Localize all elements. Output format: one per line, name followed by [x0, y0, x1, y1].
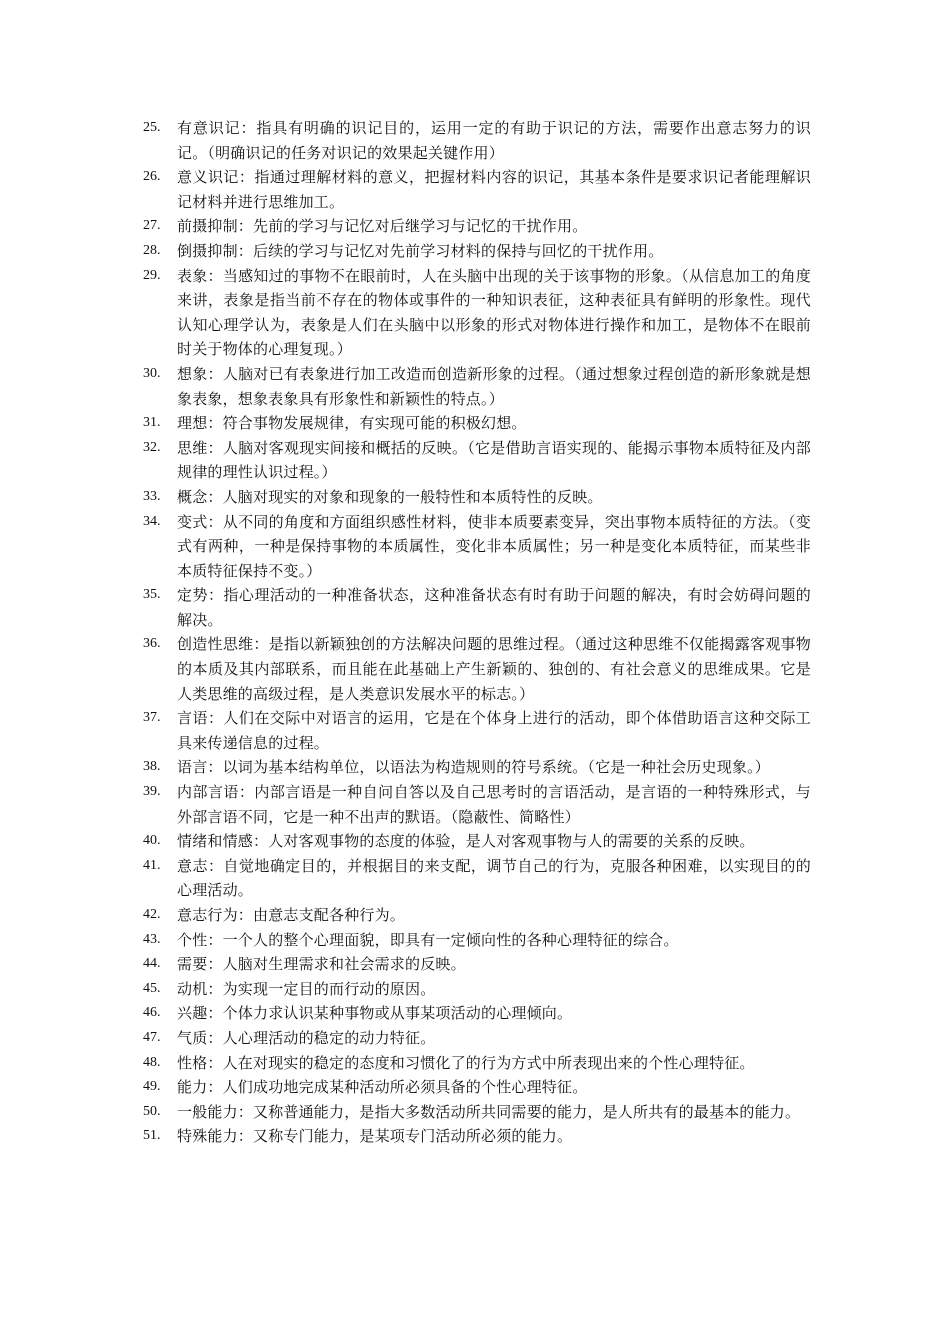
item-text: 特殊能力：又称专门能力，是某项专门活动所必须的能力。: [177, 1127, 573, 1146]
item-text: 语言：以词为基本结构单位，以语法为构造规则的符号系统。（它是一种社会历史现象。）: [177, 758, 771, 777]
list-item: [139, 436, 811, 485]
item-text: 思维：人脑对客观现实间接和概括的反映。（它是借助言语实现的、能揭示事物本质特征及内部规律的理性认识过程。）: [177, 438, 811, 482]
item-number: 39.: [143, 784, 161, 800]
list-item: [139, 411, 811, 436]
item-text: 创造性思维：是指以新颖独创的方法解决问题的思维过程。（通过这种思维不仅能揭露客观事物的本质及其内部联系，而且能在此基础上产生新颖的、独创的、有社会意义的思维成果。它是人类思维的高级过程，是人类意识发展水平的标志。）: [177, 635, 811, 703]
list-item: [139, 977, 811, 1002]
item-text: 意志：自觉地确定目的，并根据目的来支配，调节自己的行为，克服各种困难，以实现目的的心理活动。: [177, 856, 811, 900]
item-number: 36.: [143, 636, 161, 652]
item-text: 言语：人们在交际中对语言的运用，它是在个体身上进行的活动，即个体借助语言这种交际工具来传递信息的过程。: [177, 709, 811, 752]
item-number: 43.: [143, 931, 161, 947]
item-number: 30.: [143, 365, 161, 381]
item-text: 气质：人心理活动的稳定的动力特征。: [177, 1028, 436, 1047]
item-number: 41.: [143, 857, 161, 873]
item-text: 需要：人脑对生理需求和社会需求的反映。: [177, 955, 466, 974]
item-number: 25.: [143, 120, 161, 135]
list-item: [139, 510, 811, 584]
item-text: 一般能力：又称普通能力，是指大多数活动所共同需要的能力，是人所共有的最基本的能力。: [177, 1102, 801, 1121]
list-item: [139, 1100, 811, 1125]
list-item: [139, 583, 811, 632]
list-item: [139, 928, 811, 953]
item-number: 40.: [143, 833, 161, 849]
item-number: 37.: [143, 710, 161, 726]
list-item: [139, 903, 811, 928]
item-number: 50.: [143, 1103, 161, 1119]
list-item: [139, 1001, 811, 1026]
item-number: 46.: [143, 1005, 161, 1021]
list-item: [139, 362, 811, 411]
item-number: 48.: [143, 1054, 161, 1070]
list-item: [139, 1075, 811, 1100]
item-text: 兴趣：个体力求认识某种事物或从事某项活动的心理倾向。: [177, 1004, 573, 1023]
item-text: 个性：一个人的整个心理面貌，即具有一定倾向性的各种心理特征的综合。: [177, 930, 679, 949]
list-item: [139, 485, 811, 510]
item-text: 表象：当感知过的事物不在眼前时，人在头脑中出现的关于该事物的形象。（从信息加工的角度来讲，表象是指当前不存在的物体或事件的一种知识表征，这种表征具有鲜明的形象性。现代认知心理学认为，表象是人们在头脑中以形象的形式对物体进行操作和加工，是物体不在眼前时关于物体的心理复现。）: [177, 266, 811, 359]
item-text: 概念：人脑对现实的对象和现象的一般特性和本质特性的反映。: [177, 487, 603, 506]
list-item: [139, 755, 811, 780]
list-item: [139, 854, 811, 903]
item-text: 意志行为：由意志支配各种行为。: [177, 906, 406, 924]
item-text: 倒摄抑制：后续的学习与记忆对先前学习材料的保持与回忆的干扰作用。: [177, 241, 664, 260]
item-number: 28.: [143, 242, 161, 258]
item-number: 26.: [143, 169, 161, 185]
item-text: 内部言语：内部言语是一种自问自答以及自己思考时的言语活动，是言语的一种特殊形式，与外部言语不同，它是一种不出声的默语。（隐蔽性、简略性）: [177, 783, 811, 826]
definition-list: [139, 116, 811, 1149]
list-item: [139, 632, 811, 706]
item-text: 有意识记：指具有明确的识记目的，运用一定的有助于识记的方法，需要作出意志努力的识记。（明确识记的任务对识记的效果起关键作用）: [177, 119, 811, 162]
item-number: 47.: [143, 1029, 161, 1045]
item-text: 能力：人们成功地完成某种活动所必须具备的个性心理特征。: [177, 1078, 588, 1097]
item-number: 42.: [143, 907, 161, 922]
item-text: 变式：从不同的角度和方面组织感性材料，使非本质要素变异，突出事物本质特征的方法。（变式有两种，一种是保持事物的本质属性，变化非本质属性；另一种是变化本质特征，而某些非本质特征保持不变。）: [177, 512, 811, 580]
item-text: 理想：符合事物发展规律，有实现可能的积极幻想。: [177, 414, 527, 433]
item-number: 33.: [143, 488, 161, 504]
list-item: [139, 116, 811, 165]
item-number: 27.: [143, 218, 161, 234]
item-number: 35.: [143, 587, 161, 603]
list-item: [139, 239, 811, 264]
item-number: 34.: [143, 513, 161, 529]
item-text: 定势：指心理活动的一种准备状态，这种准备状态有时有助于问题的解决，有时会妨碍问题的解决。: [177, 586, 811, 629]
item-text: 想象：人脑对已有表象进行加工改造而创造新形象的过程。（通过想象过程创造的新形象就是想象表象，想象表象具有形象性和新颖性的特点。）: [177, 364, 811, 408]
item-number: 44.: [143, 956, 161, 972]
list-item: [139, 952, 811, 977]
item-text: 意义识记：指通过理解材料的意义，把握材料内容的识记，其基本条件是要求识记者能理解识记材料并进行思维加工。: [177, 168, 811, 211]
item-number: 32.: [143, 439, 161, 455]
list-item: [139, 264, 811, 362]
item-number: 49.: [143, 1079, 161, 1095]
list-item: [139, 1124, 811, 1149]
item-text: 情绪和情感：人对客观事物的态度的体验，是人对客观事物与人的需要的关系的反映。: [177, 832, 755, 851]
list-item: [139, 165, 811, 214]
list-item: [139, 214, 811, 239]
list-item: [139, 1026, 811, 1051]
list-item: [139, 780, 811, 829]
item-text: 性格：人在对现实的稳定的态度和习惯化了的行为方式中所表现出来的个性心理特征。: [177, 1053, 755, 1072]
list-item: [139, 829, 811, 854]
list-item: [139, 706, 811, 755]
item-number: 38.: [143, 759, 161, 775]
item-text: 前摄抑制：先前的学习与记忆对后继学习与记忆的干扰作用。: [177, 217, 588, 236]
item-number: 29.: [143, 267, 161, 283]
item-text: 动机：为实现一定目的而行动的原因。: [177, 979, 436, 998]
item-number: 45.: [143, 980, 161, 996]
item-number: 31.: [143, 415, 161, 431]
list-item: [139, 1051, 811, 1076]
item-number: 51.: [143, 1128, 161, 1144]
